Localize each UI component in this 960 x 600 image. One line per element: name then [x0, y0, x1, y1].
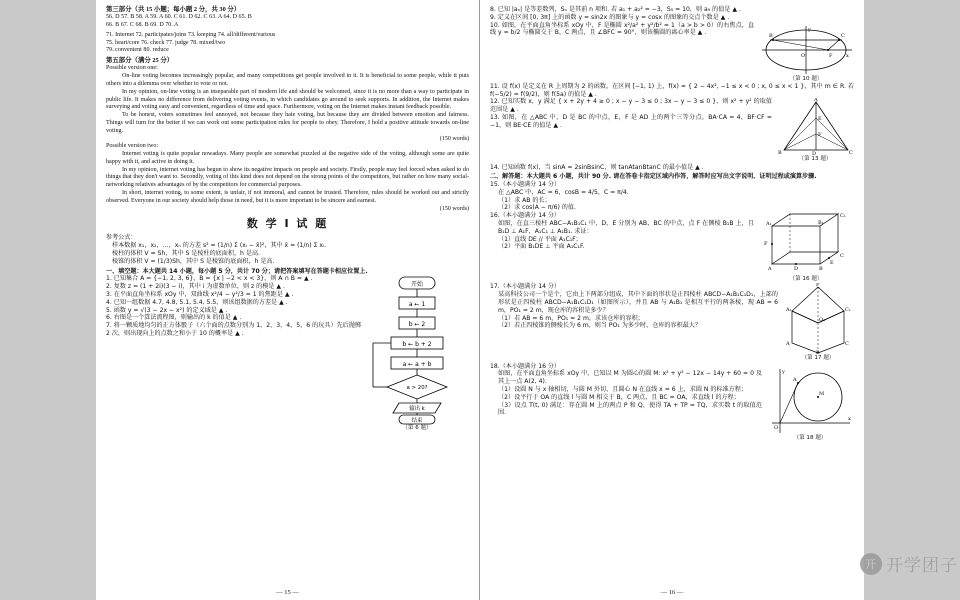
- answers-line-1: 56. D 57. B 58. A 59. A 60. C 61. D 62. C 63. A 64. D 65. B: [106, 14, 252, 21]
- question-11: 11. 设 f(x) 是定义在 R 上周期为 2 的函数，在区间 [−1, 1) 上，f(x) = { 2 − 4x², −1 ≤ x < 0 ; x, 0 ≤ x < 1 }，其中 m ∈ R. 若 f(−5/2) = f(9/2)，则 f(5a) 的值是 ▲ .: [490, 82, 854, 98]
- question-13: 13. 如图，在 △ABC 中，D 是 BC 的中点，E，F 是 AD 上的两个三等分点，BA·CA = 4，BF·CF = −1，则 BE·CE 的值是 ▲ .: [490, 113, 772, 129]
- svg-text:A: A: [768, 266, 772, 273]
- svg-text:E: E: [818, 116, 822, 123]
- question-7: 7. 将一颗质地均匀的正方体骰子（六个面的点数分别为 1，2，3，4，5，6 的玩具）先后抛掷 2 次，则出现向上的点数之和小于 10 的概率是 ▲ .: [106, 322, 361, 337]
- svg-text:b ← b + 2: b ← b + 2: [402, 341, 432, 349]
- page-number-right: — 16 —: [660, 589, 684, 596]
- version-two-paragraph-2: In my opinion, internet voting has begun to show its negative impacts on people and society. Firstly, people may feel forced when asked to do things that they don't want to. Secondly, voting of this kind does not depend on the strong points of the competitors, but rather on how many social-networking relatives advantages of by the competitors for commercial purposes.: [106, 166, 469, 189]
- question-2: 2. 复数 z = (1 + 2i)(3 − i)，其中 i 为虚数单位，则 z 的模是 ▲ .: [106, 283, 285, 291]
- version-one-paragraph-2: In my opinion, on-line voting is an inseparable part of modern life and should be welcomed, since it is no more than a way to participate in public life. It makes no difference from delivering voting events, in which candidates go around to seek supports. In addition, the Internet makes surveying and voting easy and convenient, regardless of time and space. Furthermore, voting on the Internet makes instant feedback possible.: [106, 88, 469, 111]
- svg-text:A: A: [814, 98, 818, 104]
- svg-text:A: A: [793, 376, 797, 383]
- prism-figure-svg: [758, 212, 854, 276]
- svg-text:a > 20?: a > 20?: [406, 385, 428, 392]
- question-17-caption: （第 17 题）: [801, 355, 835, 362]
- svg-text:C: C: [849, 150, 853, 157]
- answers-line-3: 71. Internet 72. participates/joins 73. keeping 74. all/different/various: [106, 31, 276, 38]
- svg-text:A: A: [786, 341, 790, 348]
- question-18-part-3: （3）设点 T(t, 0) 满足：存在圆 M 上的两点 P 和 Q，使得 TA + TP = TQ，求实数 t 的取值范围.: [498, 401, 762, 417]
- svg-text:A₁: A₁: [786, 307, 792, 314]
- svg-text:F: F: [829, 52, 833, 59]
- answers-line-2: 66. B 67. C 68. B 69. D 70. A: [106, 21, 179, 28]
- svg-text:b ← 2: b ← 2: [408, 321, 426, 329]
- question-13-caption: （第 13 题）: [798, 156, 832, 163]
- svg-text:O: O: [801, 52, 806, 59]
- scan-margin-left: [0, 0, 96, 600]
- formula-variance: 样本数据 x₁，x₂，…，xₙ 的方差 s² = (1/n) Σ (xᵢ − x̄)²，其中 x̄ = (1/n) Σ xᵢ.: [112, 242, 327, 250]
- question-18-part-2: （2）设平行于 OA 的直线 l 与圆 M 相交于 B，C 两点，且 BC = OA，求直线 l 的方程；: [498, 393, 740, 401]
- svg-text:C: C: [845, 341, 849, 348]
- question-16-part-1: （1）直线 DE // 平面 A₁C₁F；: [498, 235, 582, 243]
- question-6: 6. 右图是一个算法流程图，则输出的 k 的值是 ▲ .: [106, 314, 242, 322]
- formula-pyramid-volume: 棱锥的体积 V = (1/3)Sh，其中 S 是棱锥的底面积，h 是高.: [112, 257, 275, 265]
- question-17-figure: [782, 283, 854, 362]
- question-1: 1. 已知集合 A = {−1, 2, 3, 6}，B = {x | −2 < x < 3}，则 A ∩ B = ▲ .: [106, 275, 313, 283]
- question-18-head: 18.（本小题满分 16 分）: [490, 362, 561, 370]
- question-16-caption: （第 16 题）: [789, 276, 823, 283]
- watermark: [860, 551, 958, 576]
- watermark-logo-icon: 开: [860, 553, 882, 575]
- version-one-paragraph-1: On-line voting becomes increasingly popular, and many competitions get people involved in it. It is beneficial to some people, while it puts others into a dilemma over whether to vote or not.: [106, 73, 469, 87]
- question-15-part-1: （1）求 AB 的长；: [498, 196, 551, 204]
- svg-text:D: D: [812, 151, 817, 157]
- question-16-head: 16.（本小题满分 14 分）: [490, 212, 561, 220]
- question-18-part-1: （1）设圆 N 与 x 轴相切，与圆 M 外切，且圆心 N 在直线 x = 6 上，求圆 N 的标准方程；: [498, 385, 747, 393]
- question-13-figure: [776, 98, 854, 163]
- scan-margin-right: [864, 0, 960, 600]
- question-17-part-1: （1）若 AB = 6 m，PO₁ = 2 m，求该仓库的容积；: [498, 314, 644, 322]
- flowchart-svg: [365, 275, 469, 425]
- svg-text:a ← 1: a ← 1: [408, 301, 426, 309]
- svg-text:C₁: C₁: [840, 213, 846, 220]
- question-15-part-2: （2）求 cos(A − π/6) 的值.: [498, 204, 576, 212]
- math-paper-title: 数 学 I 试 题: [246, 217, 329, 231]
- page-right: [480, 0, 864, 600]
- ellipse-figure-svg: [758, 22, 854, 76]
- svg-text:开始: 开始: [410, 281, 424, 289]
- question-8: 8. 已知 |aₙ| 是等差数列，Sₙ 是其前 n 项和. 若 a₁ + a₂² = −3，S₅ = 10，则 a₉ 的值是 ▲ .: [490, 6, 741, 13]
- question-5: 5. 函数 y = √(3 − 2x − x²) 的定义域是 ▲ .: [106, 306, 228, 314]
- question-17-body: 某高科技公司一个是个，它由上下两部分组成，其中下面的形状是正四棱柱 ABCD−A₁B₁C₁D₁，上部的形状是正四棱柱 ABCD−A₁B₁C₁D₁（如图所示），并且 AB 与 A₁B₁ 是相互平行的两条棱，现 AB = 6 m，PO₁ = 2 m，现仓库的容积是多少？: [498, 291, 778, 314]
- question-16-part-2: （2）平面 B₁DE ⊥ 平面 A₁C₁F.: [498, 243, 585, 251]
- question-9: 9. 定义在区间 [0, 3π] 上的函数 y = sin2x 的图象与 y = cosx 的图象的交点个数是 ▲ .: [490, 13, 730, 21]
- svg-text:x: x: [848, 415, 851, 422]
- svg-text:F: F: [818, 132, 822, 139]
- formula-prism-volume: 棱柱的体积 V = Sh，其中 S 是棱柱的底面积，h 是高.: [112, 249, 260, 257]
- triangle-figure-svg: [776, 98, 854, 156]
- question-3: 3. 在平面直角坐标系 xOy 中，双曲线 x²/4 − y²/3 = 1 的焦距是 ▲ .: [106, 290, 294, 298]
- svg-text:B: B: [769, 32, 773, 39]
- question-4: 4. 已知一组数据 4.7, 4.8, 5.1, 5.4, 5.5，则该组数据的方差是 ▲ .: [106, 298, 288, 306]
- formula-reference-label: 参考公式：: [106, 234, 137, 242]
- fill-in-blank-section-title: 一、填空题：本大题共 14 小题，每小题 5 分，共计 70 分；请把答案填写在答题卡相应位置上.: [106, 267, 368, 275]
- section-5-title: 第五部分（满分 25 分）: [106, 57, 174, 65]
- possible-version-one-label: Possible version one:: [106, 65, 158, 72]
- question-15-head: 15.（本小题满分 14 分）: [490, 181, 561, 189]
- svg-text:C: C: [840, 253, 844, 260]
- question-18-caption: （第 18 题）: [793, 434, 827, 441]
- version-two-paragraph-3: In short, internet voting, to some extent, is unfair, if not immoral, and cannot be trusted. Therefore, rules should be worked out and strictly observed. Everyone in our society should help those in need, but it is more important to be sincere and earnest.: [106, 189, 469, 204]
- section-3-title: 第三部分（共 15 小题；每小题 2 分，共 30 分）: [106, 6, 241, 13]
- svg-text:P: P: [816, 283, 820, 289]
- question-10: 10. 如图，在平面直角坐标系 xOy 中，F 是椭圆 x²/a² + y²/b² = 1（a > b > 0）的右焦点，直线 y = b/2 与椭圆交于 B，C 两点，且 ∠BFC = 90°，则该椭圆的离心率是 ▲ .: [490, 21, 754, 37]
- question-16-figure: [758, 212, 854, 283]
- svg-text:D: D: [794, 266, 799, 273]
- version-two-paragraph-1: Internet voting is quite popular nowadays. Many people are somewhat puzzled at the negative side of the voting, although some are quite happy with it, and active in doing it.: [106, 151, 469, 165]
- svg-text:O₁: O₁: [819, 317, 826, 324]
- svg-text:C₁: C₁: [845, 307, 851, 314]
- question-14: 14. 已知函数 f(x)，当 sinA = 2sinBsinC，则 tanAtanBtanC 的最小值是 ▲ .: [490, 163, 704, 171]
- version-one-word-count: (150 words): [439, 135, 469, 142]
- answers-line-4: 75. heart/core 76. check 77. judge 78. mixed/two: [106, 39, 226, 46]
- possible-version-two-label: Possible version two:: [106, 143, 159, 150]
- svg-text:B: B: [778, 150, 782, 157]
- page-number-left: — 15 —: [276, 589, 299, 596]
- question-10-figure: [758, 22, 854, 83]
- question-17-part-2: （2）若正四棱锥的侧棱长为 6 m，则当 PO₁ 为多少时，仓库的容积最大？: [498, 322, 701, 330]
- question-15-body: 在 △ABC 中，AC = 6，cosB = 4/5，C = π/4.: [498, 188, 629, 196]
- svg-text:y: y: [808, 26, 811, 33]
- question-12: 12. 已知实数 x，y 满足 { x + 2y + 4 ≥ 0 ; x − y − 3 ≤ 0 ; 3x − y − 3 ≤ 0 }，则 x² + y² 的取值范围是 ▲ .: [490, 98, 772, 114]
- question-10-caption: （第 10 题）: [789, 75, 823, 82]
- flowchart-caption: （第 6 题）: [402, 425, 432, 432]
- svg-text:a ← a + b: a ← a + b: [402, 361, 432, 369]
- svg-text:x: x: [846, 52, 849, 59]
- svg-text:结束: 结束: [411, 418, 423, 425]
- question-18-figure: [766, 363, 854, 442]
- svg-text:B: B: [819, 266, 823, 273]
- flowchart-figure: [365, 275, 469, 432]
- question-17-head: 17.（本小题满分 14 分）: [490, 283, 561, 291]
- svg-text:F: F: [764, 241, 768, 248]
- answers-line-5: 79. convenient 80. reduce: [106, 47, 169, 54]
- silo-figure-svg: [782, 283, 854, 355]
- svg-text:M: M: [819, 390, 825, 397]
- watermark-text: 开学团子: [886, 556, 958, 576]
- svg-text:B: B: [816, 350, 820, 356]
- question-16-body: 如图，在直三棱柱 ABC−A₁B₁C₁ 中，D，E 分别为 AB，BC 的中点，点 F 在侧棱 B₁B 上，且 B₁D ⊥ A₁F，A₁C₁ ⊥ A₁B₁. 求证：: [498, 220, 754, 235]
- svg-text:B₁: B₁: [818, 220, 824, 227]
- svg-text:E: E: [830, 260, 834, 267]
- svg-text:输出 k: 输出 k: [409, 406, 425, 413]
- version-one-paragraph-3: To be honest, voters sometimes feel annoyed, not because they hate voting, but because they are divided between emotion and fairness. Things will turn for the better if we can work out some participation rules for people to obey. Therefore, I hold a positive attitude towards on-line voting.: [106, 112, 469, 134]
- version-two-word-count: (150 words): [439, 205, 469, 212]
- svg-text:y: y: [782, 368, 785, 375]
- section-2-title: 二、解答题：本大题共 6 小题，共计 90 分. 请在答卷卡指定区域内作答，解答时应写出文字说明、证明过程或演算步骤.: [490, 173, 817, 181]
- question-18-body: 如图，在平面直角坐标系 xOy 中，已知以 M 为圆心的圆 M: x² + y² − 12x − 14y + 60 = 0 及其上一点 A(2, 4).: [498, 370, 762, 386]
- page-left: [96, 0, 480, 600]
- svg-text:O: O: [774, 424, 779, 431]
- svg-text:A₁: A₁: [766, 221, 772, 228]
- svg-text:C: C: [841, 32, 845, 39]
- circle-figure-svg: [766, 363, 854, 435]
